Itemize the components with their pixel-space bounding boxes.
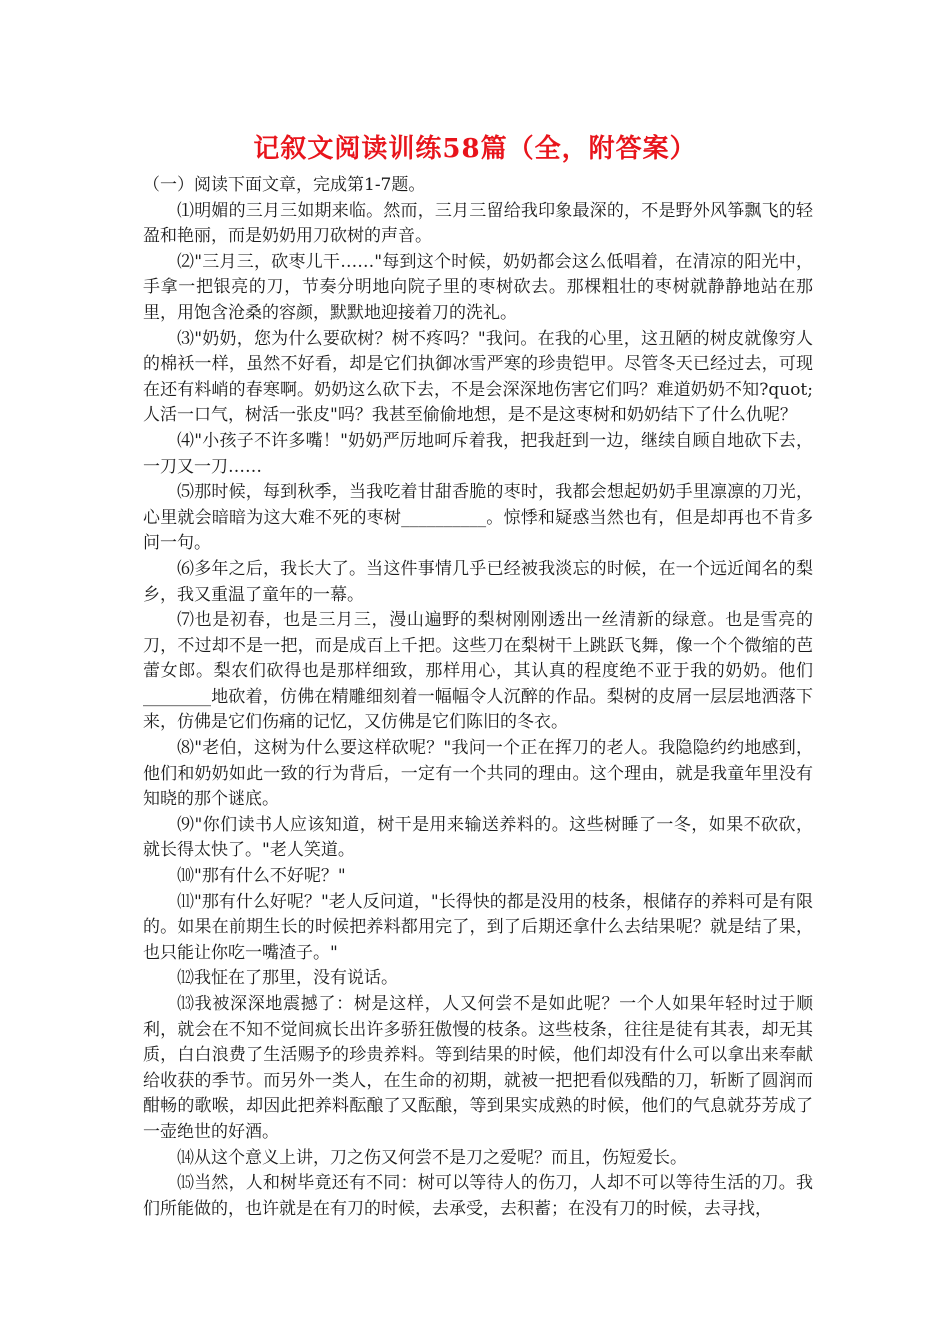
paragraph-13: ⒀我被深深地震撼了：树是这样，人又何尝不是如此呢？一个人如果年轻时过于顺利，就会在不知不觉间疯长出许多骄狂傲慢的枝条。这些枝条，往往是徒有其表，却无其质，白白浪费了生活赐予的珍贵养料。等到结果的时候，他们却没有什么可以拿出来奉献给收获的季节。而另外一类人，在生命的初期，就被一把把看似残酷的刀，斩断了圆润而酣畅的歌喉，却因此把养料酝酿了又酝酿，等到果实成熟的时候，他们的气息就芬芳成了一壶绝世的好酒。 [143, 994, 813, 1142]
document-body [143, 173, 813, 1222]
paragraph-4: ⑷"小孩子不许多嘴！"奶奶严厉地呵斥着我，把我赶到一边，继续自顾自地砍下去，一刀又一刀…… [143, 430, 813, 477]
paragraph-2: ⑵"三月三，砍枣儿干……"每到这个时候，奶奶都会这么低唱着，在清凉的阳光中，手拿一把银亮的刀，节奏分明地向院子里的枣树砍去。那棵粗壮的枣树就静静地站在那里，用饱含沧桑的容颜，默默地迎接着刀的洗礼。 [143, 251, 813, 323]
paragraph-9: ⑼"你们读书人应该知道，树干是用来输送养料的。这些树睡了一冬，如果不砍砍，就长得太快了。"老人笑道。 [143, 814, 813, 861]
paragraph-3: ⑶"奶奶，您为什么要砍树？树不疼吗？"我问。在我的心里，这丑陋的树皮就像穷人的棉袄一样，虽然不好看，却是它们执御冰雪严寒的珍贵铠甲。尽管冬天已经过去，可现在还有料峭的春寒啊。奶奶这么砍下去，不是会深深地伤害它们吗？难道奶奶不知?quot;人活一口气，树活一张皮"吗？我甚至偷偷地想，是不是这枣树和奶奶结下了什么仇呢？ [143, 328, 813, 426]
paragraph-6: ⑹多年之后，我长大了。当这件事情几乎已经被我淡忘的时候，在一个远近闻名的梨乡，我又重温了童年的一幕。 [143, 558, 813, 605]
paragraph-1: ⑴明媚的三月三如期来临。然而，三月三留给我印象最深的，不是野外风筝飘飞的轻盈和艳丽，而是奶奶用刀砍树的声音。 [143, 200, 813, 247]
document-title: 记叙文阅读训练58篇（全，附答案） [253, 134, 697, 164]
paragraph-7: ⑺也是初春，也是三月三，漫山遍野的梨树刚刚透出一丝清新的绿意。也是雪亮的刀，不过却不是一把，而是成百上千把。这些刀在梨树干上跳跃飞舞，像一个个微缩的芭蕾女郎。梨农们砍得也是那样细致，那样用心，其认真的程度绝不亚于我的奶奶。他们________地砍着，仿佛在精雕细刻着一幅幅令人沉醉的作品。梨树的皮屑一层层地洒落下来，仿佛是它们伤痛的记忆，又仿佛是它们陈旧的冬衣。 [143, 610, 813, 733]
paragraph-8: ⑻"老伯，这树为什么要这样砍呢？"我问一个正在挥刀的老人。我隐隐约约地感到，他们和奶奶如此一致的行为背后，一定有一个共同的理由。这个理由，就是我童年里没有知晓的那个谜底。 [143, 738, 813, 810]
paragraph-15: ⒂当然，人和树毕竟还有不同：树可以等待人的伤刀，人却不可以等待生活的刀。我们所能做的，也许就是在有刀的时候，去承受，去积蓄；在没有刀的时候，去寻找， [143, 1173, 813, 1219]
section-intro: （一）阅读下面文章，完成第1-7题。 [143, 175, 426, 195]
paragraph-5: ⑸那时候，每到秋季，当我吃着甘甜香脆的枣时，我都会想起奶奶手里凛凛的刀光，心里就会暗暗为这大难不死的枣树__________。惊悸和疑惑当然也有，但是却再也不肯多问一句。 [143, 482, 813, 554]
paragraph-11: ⑾"那有什么好呢？"老人反问道，"长得快的都是没用的枝条，根储存的养料可是有限的。如果在前期生长的时候把养料都用完了，到了后期还拿什么去结果呢？就是结了果，也只能让你吃一嘴渣子。" [143, 891, 813, 963]
paragraph-10: ⑽"那有什么不好呢？" [177, 866, 346, 887]
paragraph-12: ⑿我怔在了那里，没有说话。 [177, 968, 398, 989]
paragraph-14: ⒁从这个意义上讲，刀之伤又何尝不是刀之爱呢？而且，伤短爱长。 [177, 1147, 687, 1168]
